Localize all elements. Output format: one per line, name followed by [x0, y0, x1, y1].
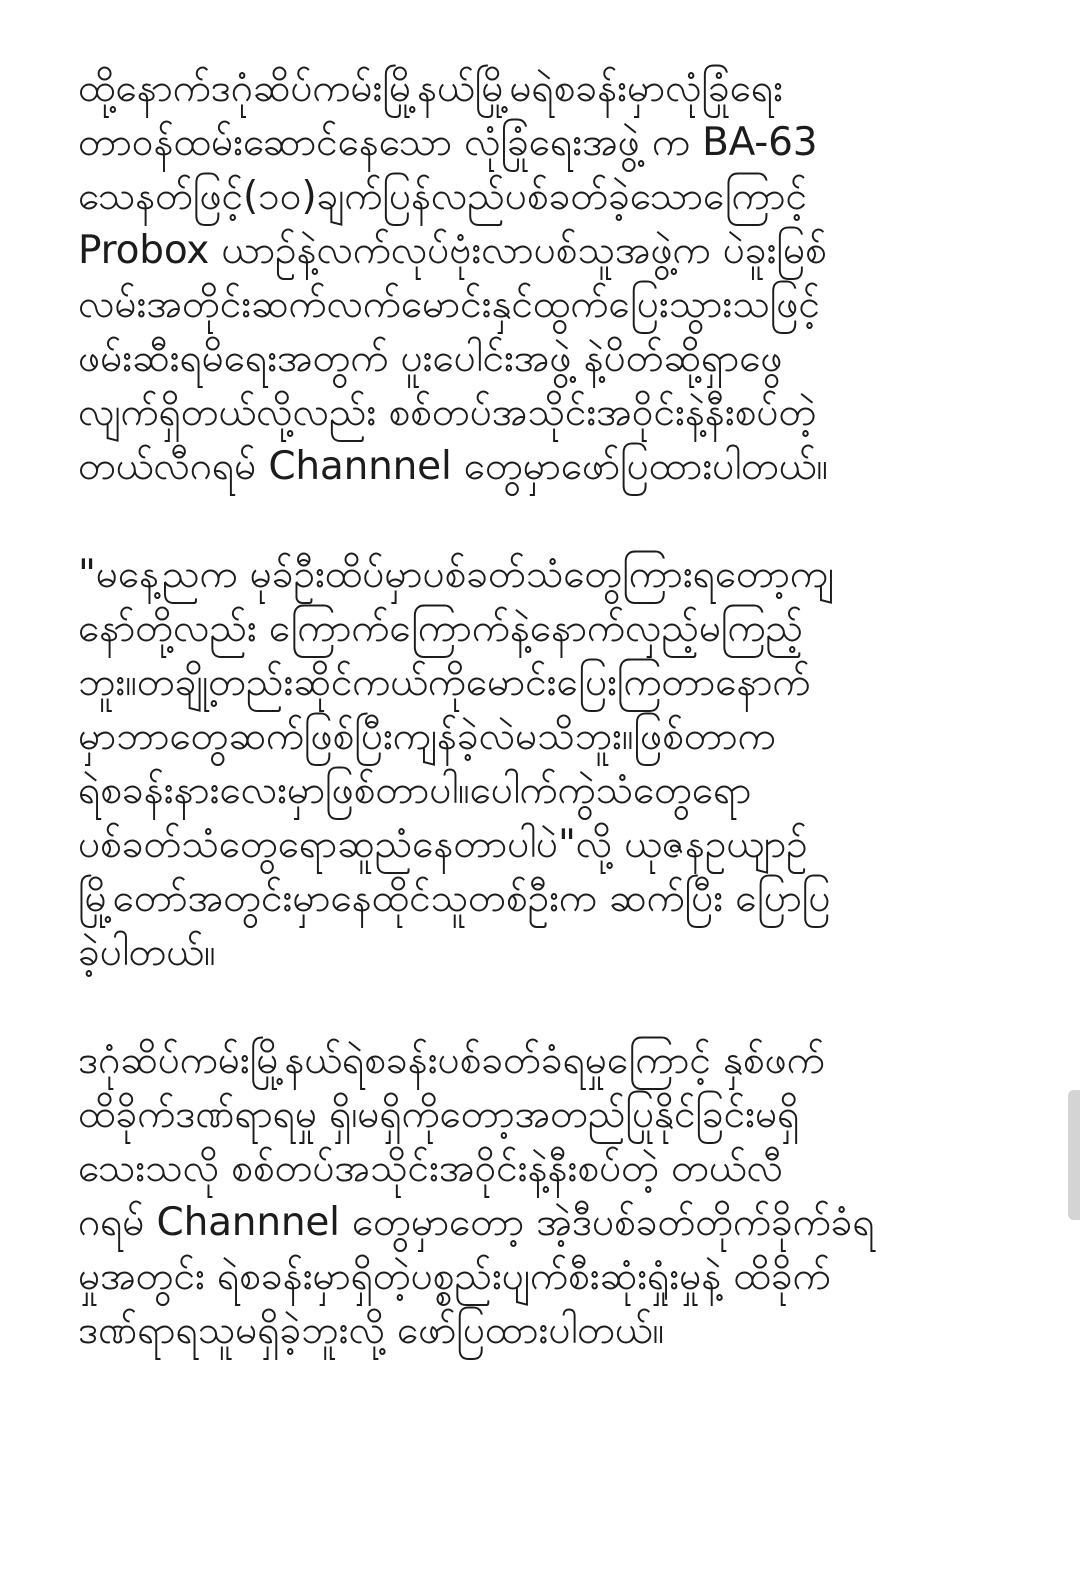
paragraph-3	[78, 1034, 1028, 1358]
paragraph-line: ရဲစခန်းနားလေးမှာဖြစ်တာပါ။ပေါက်ကွဲသံတွေရော	[78, 768, 752, 813]
paragraph-line: နော်တို့လည်း ကြောက်ကြောက်နဲ့နောက်လှည့်မကြည့်	[78, 606, 803, 651]
paragraph-line: "မနေ့ညက မုခ်ဦးထိပ်မှာပစ်ခတ်သံတွေကြားရတော့ကျ	[78, 552, 834, 597]
scrollbar-thumb[interactable]	[1068, 1090, 1080, 1220]
paragraph-spacer	[78, 980, 1028, 1034]
paragraph-line: ထို့နောက်ဒဂုံဆိပ်ကမ်းမြို့နယ်မြို့မရဲစခန်းမှာလုံခြုံရေး	[78, 66, 783, 111]
paragraph-line: ဒဂုံဆိပ်ကမ်းမြို့နယ်ရဲစခန်းပစ်ခတ်ခံရမှုကြောင့် နှစ်ဖက်	[78, 1038, 825, 1083]
paragraph-line: ထိခိုက်ဒဏ်ရာရမှု ရှိ၊မရှိကိုတော့အတည်ပြုနိုင်ခြင်းမရှိ	[78, 1092, 800, 1137]
paragraph-line: ဘူး။တချို့တည်းဆိုင်ကယ်ကိုမောင်းပြေးကြတာနောက်	[78, 660, 811, 705]
paragraph-line: မှာဘာတွေဆက်ဖြစ်ပြီးကျန်ခဲ့လဲမသိဘူး။ဖြစ်တာက	[78, 714, 776, 759]
article-body	[78, 62, 1028, 1358]
paragraph-line: တယ်လီဂရမ် Channnel တွေမှာဖော်ပြထားပါတယ်။	[78, 444, 828, 489]
paragraph-line: လျက်ရှိတယ်လို့လည်း စစ်တပ်အသိုင်းအဝိုင်းနဲ့နီးစပ်တဲ့	[78, 390, 817, 435]
paragraph-line: သေးသလို စစ်တပ်အသိုင်းအဝိုင်းနဲ့နီးစပ်တဲ့ တယ်လီ	[78, 1146, 783, 1191]
paragraph-line: မြို့တော်အတွင်းမှာနေထိုင်သူတစ်ဦးက ဆက်ပြီး ပြောပြ	[78, 876, 831, 921]
paragraph-line: Probox ယာဉ်နဲ့လက်လုပ်ဗုံးလာပစ်သူအဖွဲ့က ပဲခူးမြစ်	[78, 228, 827, 273]
paragraph-line: မှုအတွင်း ရဲစခန်းမှာရှိတဲ့ပစ္စည်းပျက်စီးဆုံးရှုံးမှုနဲ့ ထိခိုက်	[78, 1254, 831, 1299]
paragraph-line: ပစ်ခတ်သံတွေရောဆူညံနေတာပါပဲ"လို့ ယုဇနဥယျာဉ်	[78, 822, 808, 867]
paragraph-line: ဖမ်းဆီးရမိရေးအတွက် ပူးပေါင်းအဖွဲ့ နဲ့ပိတ်ဆို့ရှာဖွေ	[78, 336, 783, 381]
paragraph-line: လမ်းအတိုင်းဆက်လက်မောင်းနှင်ထွက်ပြေးသွားသဖြင့်	[78, 282, 820, 327]
paragraph-spacer	[78, 494, 1028, 548]
paragraph-2	[78, 548, 1028, 980]
paragraph-line: တာဝန်ထမ်းဆောင်နေသော လုံခြုံရေးအဖွဲ့ က BA-63	[78, 120, 818, 165]
paragraph-1	[78, 62, 1028, 494]
paragraph-line: ခဲ့ပါတယ်။	[78, 930, 216, 975]
paragraph-line: ဂရမ် Channnel တွေမှာတော့ အဲ့ဒီပစ်ခတ်တိုက်ခိုက်ခံရ	[78, 1200, 875, 1245]
paragraph-line: သေနတ်ဖြင့်(၁၀)ချက်ပြန်လည်ပစ်ခတ်ခဲ့သောကြောင့်	[78, 174, 807, 219]
paragraph-line: ဒဏ်ရာရသူမရှိခဲ့ဘူးလို့ ဖော်ပြထားပါတယ်။	[78, 1308, 665, 1353]
